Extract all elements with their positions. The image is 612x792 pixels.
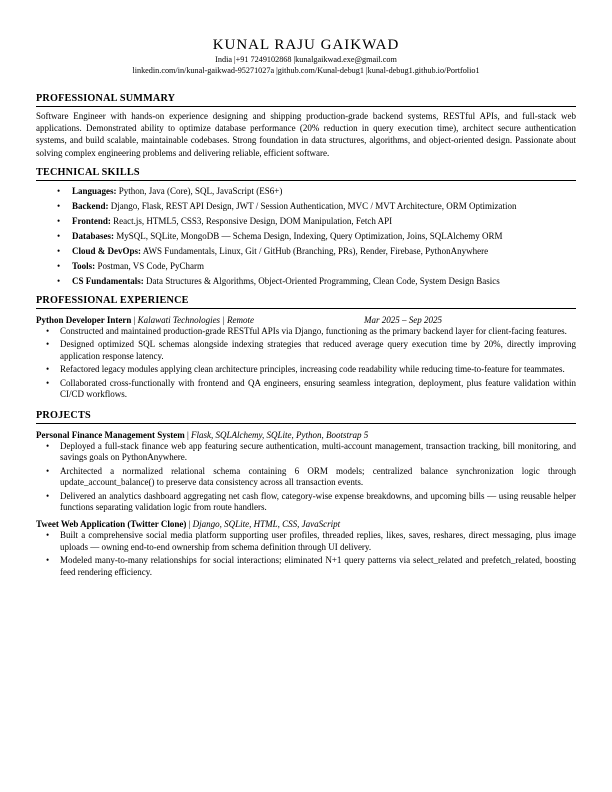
bullet-icon: • <box>57 215 61 226</box>
skills-list <box>36 185 576 287</box>
bullet-icon: • <box>46 490 50 501</box>
project-bullets <box>36 530 576 578</box>
experience-bullets <box>36 326 576 401</box>
bullet-icon: • <box>46 554 50 565</box>
bullet-icon: • <box>57 230 61 241</box>
contact-line-primary: India |+91 7249102868 |kunalgaikwad.exe@gmail.com <box>215 55 397 64</box>
bullet-text: Collaborated cross-functionally with frontend and QA engineers, ensuring seamless integration, deployment, plus feature validation within CI/CD workflows. <box>60 377 576 400</box>
job-dates: Mar 2025 – Sep 2025 <box>364 314 442 325</box>
bullet-text: Constructed and maintained production-grade RESTful APIs via Django, functioning as the primary backend layer for client-facing features. <box>60 325 567 336</box>
skill-item <box>36 260 576 272</box>
list-item <box>36 339 576 362</box>
bullet-icon: • <box>57 200 61 211</box>
experience-header <box>36 314 576 326</box>
separator: | <box>186 518 193 529</box>
bullet-text: Delivered an analytics dashboard aggregating net cash flow, category-wise expense breakdowns, and upcoming bills — using reusable helper functions separating validation logic from route handlers. <box>60 490 576 513</box>
skill-item <box>36 215 576 227</box>
section-title-projects: PROJECTS <box>36 410 576 424</box>
bullet-text: Refactored legacy modules applying clean architecture principles, increasing code readability while reducing time-to-feature for teammates. <box>60 364 565 375</box>
list-item <box>36 441 576 464</box>
skill-label: Databases: <box>72 230 114 241</box>
bullet-icon: • <box>57 245 61 256</box>
project-bullets <box>36 441 576 514</box>
section-title-summary: PROFESSIONAL SUMMARY <box>36 93 576 107</box>
skill-value: MySQL, SQLite, MongoDB — Schema Design, Indexing, Query Optimization, Joins, SQLAlchemy ORM <box>116 230 503 241</box>
project-name: Personal Finance Management System <box>36 429 185 440</box>
summary-text: Software Engineer with hands-on experience designing and shipping production-grade backend systems, RESTful APIs, and full-stack web applications. Demonstrated ability to optimize database performance (20% reduction in query execution time), architect secure authentication systems, and build scalable, maintainable codebases. Strong foundation in data structures, algorithms, and object-oriented design. Passionate about solving complex engineering problems and delivering reliable, efficient software. <box>36 111 576 158</box>
skill-label: CS Fundamentals: <box>72 275 144 286</box>
candidate-name: KUNAL RAJU GAIKWAD <box>212 37 400 53</box>
skill-item <box>36 200 576 212</box>
skill-value: Python, Java (Core), SQL, JavaScript (ES6+) <box>118 185 283 196</box>
list-item <box>36 530 576 553</box>
skill-label: Cloud & DevOps: <box>72 245 142 256</box>
bullet-icon: • <box>57 275 61 286</box>
bullet-icon: • <box>46 339 50 350</box>
skill-value: AWS Fundamentals, Linux, Git / GitHub (Branching, PRs), Render, Firebase, PythonAnywhere <box>142 245 489 256</box>
section-title-skills: TECHNICAL SKILLS <box>36 167 576 181</box>
bullet-icon: • <box>46 465 50 476</box>
project-header <box>36 429 576 441</box>
skill-item <box>36 185 576 197</box>
list-item <box>36 491 576 514</box>
separator: | <box>131 314 138 325</box>
project-header <box>36 518 576 530</box>
project-name: Tweet Web Application (Twitter Clone) <box>36 518 187 529</box>
skill-value: Django, Flask, REST API Design, JWT / Session Authentication, MVC / MVT Architecture, ORM Optimization <box>110 200 517 211</box>
bullet-icon: • <box>46 440 50 451</box>
skill-value: Postman, VS Code, PyCharm <box>97 260 205 271</box>
skill-item <box>36 275 576 287</box>
list-item <box>36 378 576 401</box>
list-item <box>36 466 576 489</box>
project-stack: Django, SQLite, HTML, CSS, JavaScript <box>192 518 341 529</box>
skill-item <box>36 230 576 242</box>
bullet-icon: • <box>46 377 50 388</box>
skill-value: React.js, HTML5, CSS3, Responsive Design, DOM Manipulation, Fetch API <box>113 215 393 226</box>
bullet-icon: • <box>46 325 50 336</box>
bullet-icon: • <box>46 529 50 540</box>
skill-label: Frontend: <box>72 215 111 226</box>
bullet-text: Modeled many-to-many relationships for social interactions; eliminated N+1 query patterns via select_related and prefetch_related, boosting feed rendering efficiency. <box>60 554 576 577</box>
project-stack: Flask, SQLAlchemy, SQLite, Python, Bootstrap 5 <box>191 429 369 440</box>
list-item <box>36 364 576 376</box>
skill-label: Backend: <box>72 200 109 211</box>
bullet-text: Deployed a full-stack finance web app featuring secure authentication, multi-account management, transaction tracking, bill monitoring, and savings goals on PythonAnywhere. <box>60 440 576 463</box>
bullet-icon: • <box>57 185 61 196</box>
job-role: Python Developer Intern <box>36 314 132 325</box>
separator: | <box>184 429 192 440</box>
list-item <box>36 555 576 578</box>
bullet-text: Architected a normalized relational schema containing 6 ORM models; centralized balance synchronization logic through update_account_balance() to preserve data consistency across all transaction events. <box>60 465 576 488</box>
skill-label: Tools: <box>72 260 96 271</box>
bullet-text: Designed optimized SQL schemas alongside indexing strategies that reduced average query execution time by 20%, directly improving application response latency. <box>60 339 576 361</box>
bullet-icon: • <box>46 364 50 375</box>
list-item <box>36 326 576 338</box>
section-title-experience: PROFESSIONAL EXPERIENCE <box>36 295 576 309</box>
contact-line-links: linkedin.com/in/kunal-gaikwad-95271027a |github.com/Kunal-debug1 |kunal-debug1.github.io/Portfolio1 <box>132 66 480 75</box>
bullet-text: Built a comprehensive social media platform supporting user profiles, threaded replies, likes, saves, reshares, direct messaging, plus image uploads — owning end-to-end ownership from schema definition through UI delivery. <box>60 529 576 552</box>
skill-value: Data Structures & Algorithms, Object-Oriented Programming, Clean Code, System Design Basics <box>146 275 500 286</box>
skill-item <box>36 245 576 257</box>
bullet-icon: • <box>57 260 61 271</box>
skill-label: Languages: <box>72 185 117 196</box>
company-location: Kalawati Technologies | Remote <box>137 314 255 325</box>
